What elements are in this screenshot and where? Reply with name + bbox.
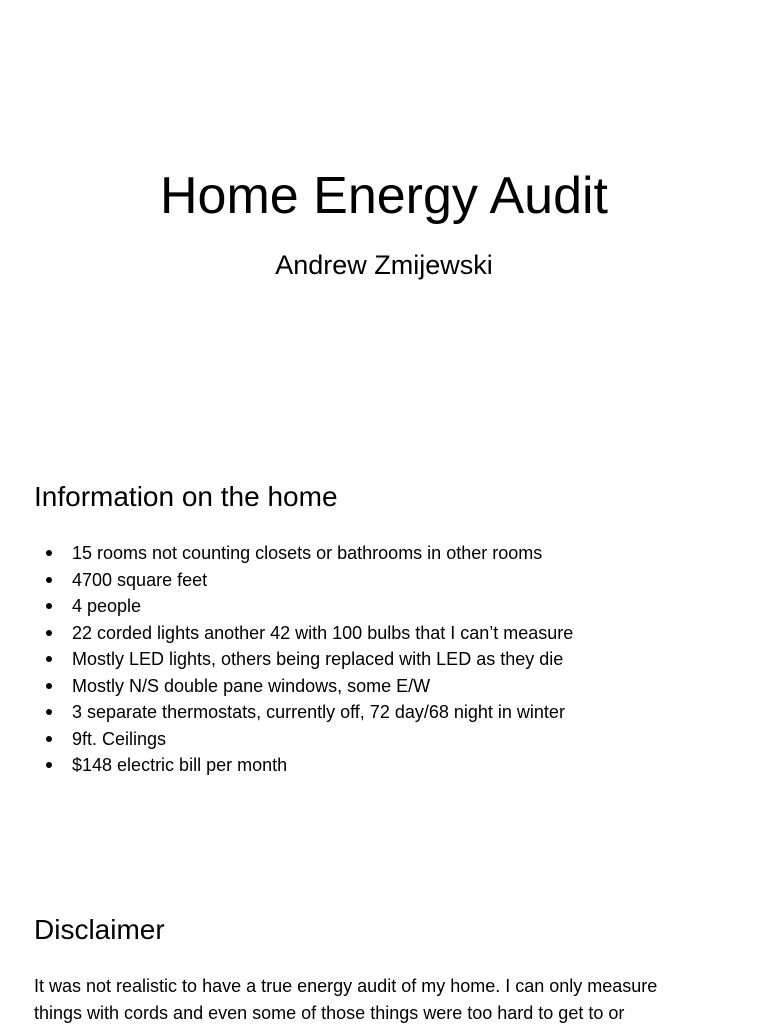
bullet-icon — [46, 603, 52, 609]
list-item — [34, 646, 573, 673]
list-item — [34, 752, 573, 779]
list-item-text: 15 rooms not counting closets or bathrooms in other rooms — [72, 543, 543, 563]
section-heading-disclaimer: Disclaimer — [34, 914, 165, 945]
bullet-icon — [46, 656, 52, 662]
list-item-text: $148 electric bill per month — [72, 755, 288, 775]
list-item — [34, 593, 573, 620]
list-item — [34, 726, 573, 753]
disclaimer-paragraph — [34, 973, 734, 1027]
bullet-icon — [46, 683, 52, 689]
paragraph-line: It was not realistic to have a true energy audit of my home. I can only measure — [34, 976, 658, 996]
list-item-text: 3 separate thermostats, currently off, 72 day/68 night in winter — [72, 702, 565, 722]
list-item — [34, 620, 573, 647]
list-item-text: 22 corded lights another 42 with 100 bulbs that I can’t measure — [72, 622, 574, 643]
list-item-text: 4700 square feet — [72, 569, 208, 590]
list-item — [34, 673, 573, 700]
bullet-icon — [46, 577, 52, 583]
bullet-icon — [46, 762, 52, 768]
info-bullet-list — [34, 540, 573, 779]
list-item-text: 9ft. Ceilings — [72, 728, 167, 749]
bullet-icon — [46, 736, 52, 742]
bullet-icon — [46, 550, 52, 556]
list-item — [34, 540, 573, 567]
document-title: Home Energy Audit — [159, 167, 609, 225]
list-item — [34, 567, 573, 594]
paragraph-line: things with cords and even some of those things were too hard to get to or — [34, 1003, 625, 1023]
list-item-text: 4 people — [72, 596, 142, 616]
section-heading-information: Information on the home — [34, 481, 338, 512]
bullet-icon — [46, 630, 52, 636]
list-item-text: Mostly LED lights, others being replaced with LED as they die — [72, 649, 564, 669]
bullet-icon — [46, 709, 52, 715]
list-item — [34, 699, 573, 726]
list-item-text: Mostly N/S double pane windows, some E/W — [72, 675, 431, 696]
author-name: Andrew Zmijewski — [275, 250, 493, 280]
